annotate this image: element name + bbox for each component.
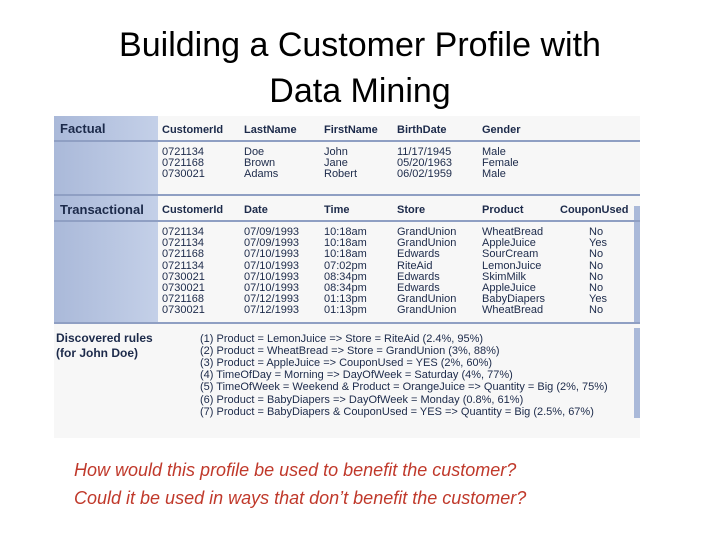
factual-header-lastname: LastName <box>244 124 297 136</box>
factual-cell: 11/17/1945 <box>397 146 452 158</box>
transactional-cell: BabyDiapers <box>482 293 545 306</box>
transactional-cell: RiteAid <box>397 259 433 272</box>
transactional-cell: GrandUnion <box>397 226 457 238</box>
transactional-cell: No <box>589 304 604 317</box>
transactional-cell: WheatBread <box>482 226 544 238</box>
transactional-cell: 10:18am <box>324 237 367 250</box>
transactional-cell: 07/10/1993 <box>244 282 300 294</box>
customer-profile-figure <box>54 116 640 438</box>
rules-label <box>56 331 153 361</box>
slide-title <box>0 22 720 114</box>
factual-cell: Male <box>482 146 506 158</box>
transactional-cell: Edwards <box>397 270 440 283</box>
transactional-cell: No <box>589 226 604 238</box>
factual-cell: Jane <box>324 157 348 170</box>
transactional-header-date: Date <box>244 204 268 216</box>
factual-cell: 05/20/1963 <box>397 157 453 170</box>
rules-right-edge <box>634 328 640 418</box>
transactional-cell: 01:13pm <box>324 304 367 317</box>
rule-item: (4) TimeOfDay = Morning => DayOfWeek = Saturday (4%, 77%) <box>200 369 513 382</box>
transactional-cell: GrandUnion <box>397 293 457 306</box>
rule-item: (6) Product = BabyDiapers => DayOfWeek = Monday (0.8%, 61%) <box>200 393 524 406</box>
factual-header-customerid: CustomerId <box>162 124 224 136</box>
transactional-cell: 07/10/1993 <box>244 248 300 261</box>
factual-cell: Brown <box>244 157 276 170</box>
transactional-cell: AppleJuice <box>482 237 536 250</box>
transactional-header-store: Store <box>397 204 426 216</box>
transactional-cell: No <box>589 282 604 294</box>
transactional-cell: No <box>589 248 604 261</box>
rules-label-line-2: (for John Doe) <box>56 346 138 360</box>
factual-cell: Female <box>482 157 519 170</box>
rule-item: (7) Product = BabyDiapers & CouponUsed = YES => Quantity = Big (2.5%, 67%) <box>200 405 594 418</box>
transactional-header-time: Time <box>324 204 350 216</box>
transactional-cell: 10:18am <box>324 226 367 238</box>
title-line-2: Data Mining <box>269 72 451 110</box>
transactional-cell: 0730021 <box>162 282 205 294</box>
discussion-questions <box>74 456 714 512</box>
transactional-cell: No <box>589 270 604 283</box>
transactional-header-rule <box>54 220 640 222</box>
factual-cell: 0721168 <box>162 157 205 170</box>
figure-canvas <box>54 116 640 438</box>
transactional-label: Transactional <box>60 202 144 217</box>
transactional-cell: 07/10/1993 <box>244 270 300 283</box>
transactional-cell: Yes <box>589 293 607 306</box>
factual-header-gender: Gender <box>482 124 521 136</box>
transactional-cell: No <box>589 259 604 272</box>
transactional-cell: GrandUnion <box>397 304 457 317</box>
factual-cell: 0730021 <box>162 168 205 181</box>
transactional-cell: Edwards <box>397 248 440 261</box>
transactional-top-rule <box>54 194 640 196</box>
rule-item: (5) TimeOfWeek = Weekend & Product = OrangeJuice => Quantity = Big (2%, 75%) <box>200 381 608 394</box>
factual-header-firstname: FirstName <box>324 124 378 136</box>
factual-cell: Doe <box>244 146 265 158</box>
transactional-cell: 07/09/1993 <box>244 237 300 250</box>
transactional-cell: 07/10/1993 <box>244 259 300 272</box>
factual-header-rule <box>54 140 640 142</box>
transactional-cell: WheatBread <box>482 304 544 317</box>
transactional-cell: Edwards <box>397 282 440 294</box>
factual-cell: John <box>324 146 348 158</box>
transactional-header-product: Product <box>482 204 524 216</box>
transactional-cell: 07:02pm <box>324 259 367 272</box>
transactional-cell: LemonJuice <box>482 259 542 272</box>
transactional-cell: 0721168 <box>162 248 205 261</box>
rule-item: (1) Product = LemonJuice => Store = RiteAid (2.4%, 95%) <box>200 333 484 345</box>
question-2: Could it be used in ways that don’t benefit the customer? <box>74 488 527 508</box>
rules-top-rule <box>54 322 640 324</box>
question-1: How would this profile be used to benefit the customer? <box>74 460 517 480</box>
transactional-header-customerid: CustomerId <box>162 204 224 216</box>
transactional-cell: 10:18am <box>324 248 367 261</box>
transactional-cell: AppleJuice <box>482 282 536 294</box>
factual-label: Factual <box>60 121 106 136</box>
factual-cell: Adams <box>244 168 279 181</box>
transactional-cell: 07/12/1993 <box>244 293 300 306</box>
factual-cell: Male <box>482 168 506 181</box>
transactional-cell: GrandUnion <box>397 237 457 250</box>
factual-cell: Robert <box>324 168 358 181</box>
transactional-cell: 08:34pm <box>324 282 367 294</box>
rule-item: (3) Product = AppleJuice => CouponUsed = YES (2%, 60%) <box>200 357 493 370</box>
factual-cell: 06/02/1959 <box>397 168 453 181</box>
transactional-cell: 07/09/1993 <box>244 226 300 238</box>
transactional-cell: 0730021 <box>162 270 205 283</box>
rule-item: (2) Product = WheatBread => Store = GrandUnion (3%, 88%) <box>200 345 500 358</box>
factual-header-birthdate: BirthDate <box>397 124 447 136</box>
transactional-cell: 0721134 <box>162 226 205 238</box>
transactional-cell: 0721134 <box>162 259 205 272</box>
transactional-header-couponused: CouponUsed <box>560 204 629 216</box>
transactional-cell: Yes <box>589 237 607 250</box>
title-line-1: Building a Customer Profile with <box>119 26 601 64</box>
transactional-cell: 0730021 <box>162 304 205 317</box>
transactional-cell: 0721168 <box>162 293 205 306</box>
transactional-right-edge <box>634 206 640 324</box>
transactional-cell: 08:34pm <box>324 270 367 283</box>
rules-label-line-1: Discovered rules <box>56 331 153 345</box>
transactional-cell: 0721134 <box>162 237 205 250</box>
factual-cell: 0721134 <box>162 146 205 158</box>
transactional-cell: 07/12/1993 <box>244 304 300 317</box>
transactional-cell: 01:13pm <box>324 293 367 306</box>
transactional-cell: SkimMilk <box>482 270 526 283</box>
transactional-cell: SourCream <box>482 248 539 261</box>
